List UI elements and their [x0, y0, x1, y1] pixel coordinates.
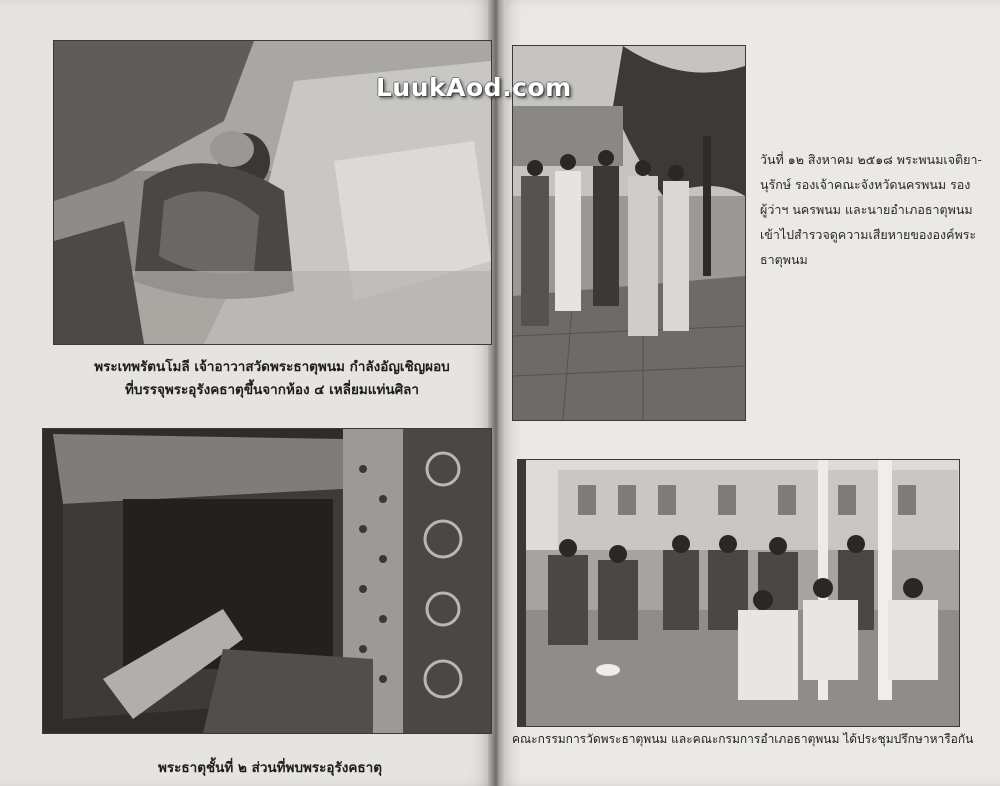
caption-top-right-line-1: วันที่ ๑๒ สิงหาคม ๒๕๑๘ พระพนมเจติยา- — [760, 152, 982, 167]
photo-stupa-chamber — [42, 428, 492, 734]
caption-top-left-line-1: พระเทพรัตนโมลี เจ้าอาวาสวัดพระธาตุพนม กำลังอัญเชิญผอบ — [94, 359, 450, 375]
caption-top-right-line-3: ผู้ว่าฯ นครพนม และนายอำเภอธาตุพนม — [760, 202, 973, 217]
photo-committee-meeting — [517, 459, 960, 727]
caption-top-right — [760, 147, 982, 272]
caption-top-right-line-5: ธาตุพนม — [760, 252, 808, 267]
caption-bottom-right: คณะกรรมการวัดพระธาตุพนม และคณะกรมการอำเภอธาตุพนม ได้ประชุมปรึกษาหารือกัน — [512, 732, 974, 746]
caption-top-left — [60, 356, 484, 402]
caption-top-right-line-4: เข้าไปสำรวจดูความเสียหายขององค์พระ — [760, 227, 977, 242]
caption-top-right-line-2: นุรักษ์ รองเจ้าคณะจังหวัดนครพนม รอง — [760, 177, 971, 192]
caption-top-left-line-2: ที่บรรจุพระอุรังคธาตุขึ้นจากห้อง ๔ เหลี่ยมแท่นศิลา — [124, 382, 420, 398]
watermark-text: LuukAod.com — [376, 73, 572, 102]
caption-bottom-left: พระธาตุชั้นที่ ๒ ส่วนที่พบพระอุรังคธาตุ — [158, 760, 382, 776]
